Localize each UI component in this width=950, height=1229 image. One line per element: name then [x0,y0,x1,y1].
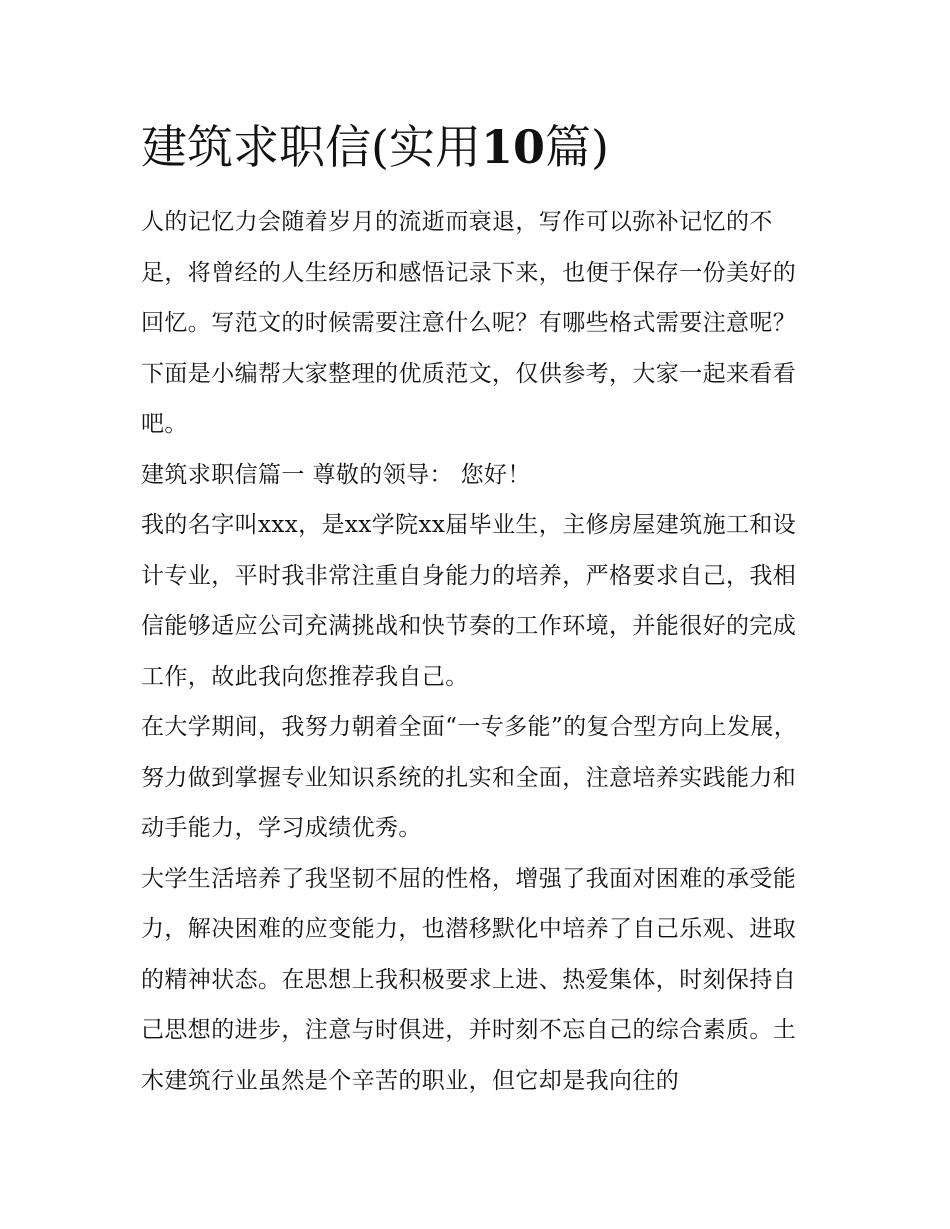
title-prefix: 建筑求职信(实用 [141,120,481,174]
title-number: 10 [480,120,545,174]
body-paragraph-introduction: 我的名字叫xxx，是xx学院xx届毕业生，主修房屋建筑施工和设计专业，平时我非常注重自身能力的培养，严格要求自己，我相信能够适应公司充满挑战和快节奏的工作环境，并能很好的完成工作，故此我向您推荐我自己。 [141,512,797,690]
salutation-paragraph: 建筑求职信篇一 尊敬的领导： 您好！ [141,461,531,488]
body-paragraph-character: 大学生活培养了我坚韧不屈的性格，增强了我面对困难的承受能力，解决困难的应变能力，也潜移默化中培养了自己乐观、进取的精神状态。在思想上我积极要求上进、热爱集体，时刻保持自己思想的进步，注意与时俱进，并时刻不忘自己的综合素质。土木建筑行业虽然是个辛苦的职业，但它却是我向往的 [141,865,797,1094]
document-body [141,118,813,1106]
intro-paragraph: 人的记忆力会随着岁月的流逝而衰退，写作可以弥补记忆的不足，将曾经的人生经历和感悟记录下来，也便于保存一份美好的回忆。写范文的时候需要注意什么呢？有哪些格式需要注意呢？下面是小编帮大家整理的优质范文，仅供参考，大家一起来看看吧。 [141,209,797,437]
body-paragraph-university: 在大学期间，我努力朝着全面“一专多能”的复合型方向上发展，努力做到掌握专业知识系统的扎实和全面，注意培养实践能力和动手能力，学习成绩优秀。 [141,714,798,841]
title-suffix: 篇) [544,120,609,174]
document-title [141,118,813,176]
